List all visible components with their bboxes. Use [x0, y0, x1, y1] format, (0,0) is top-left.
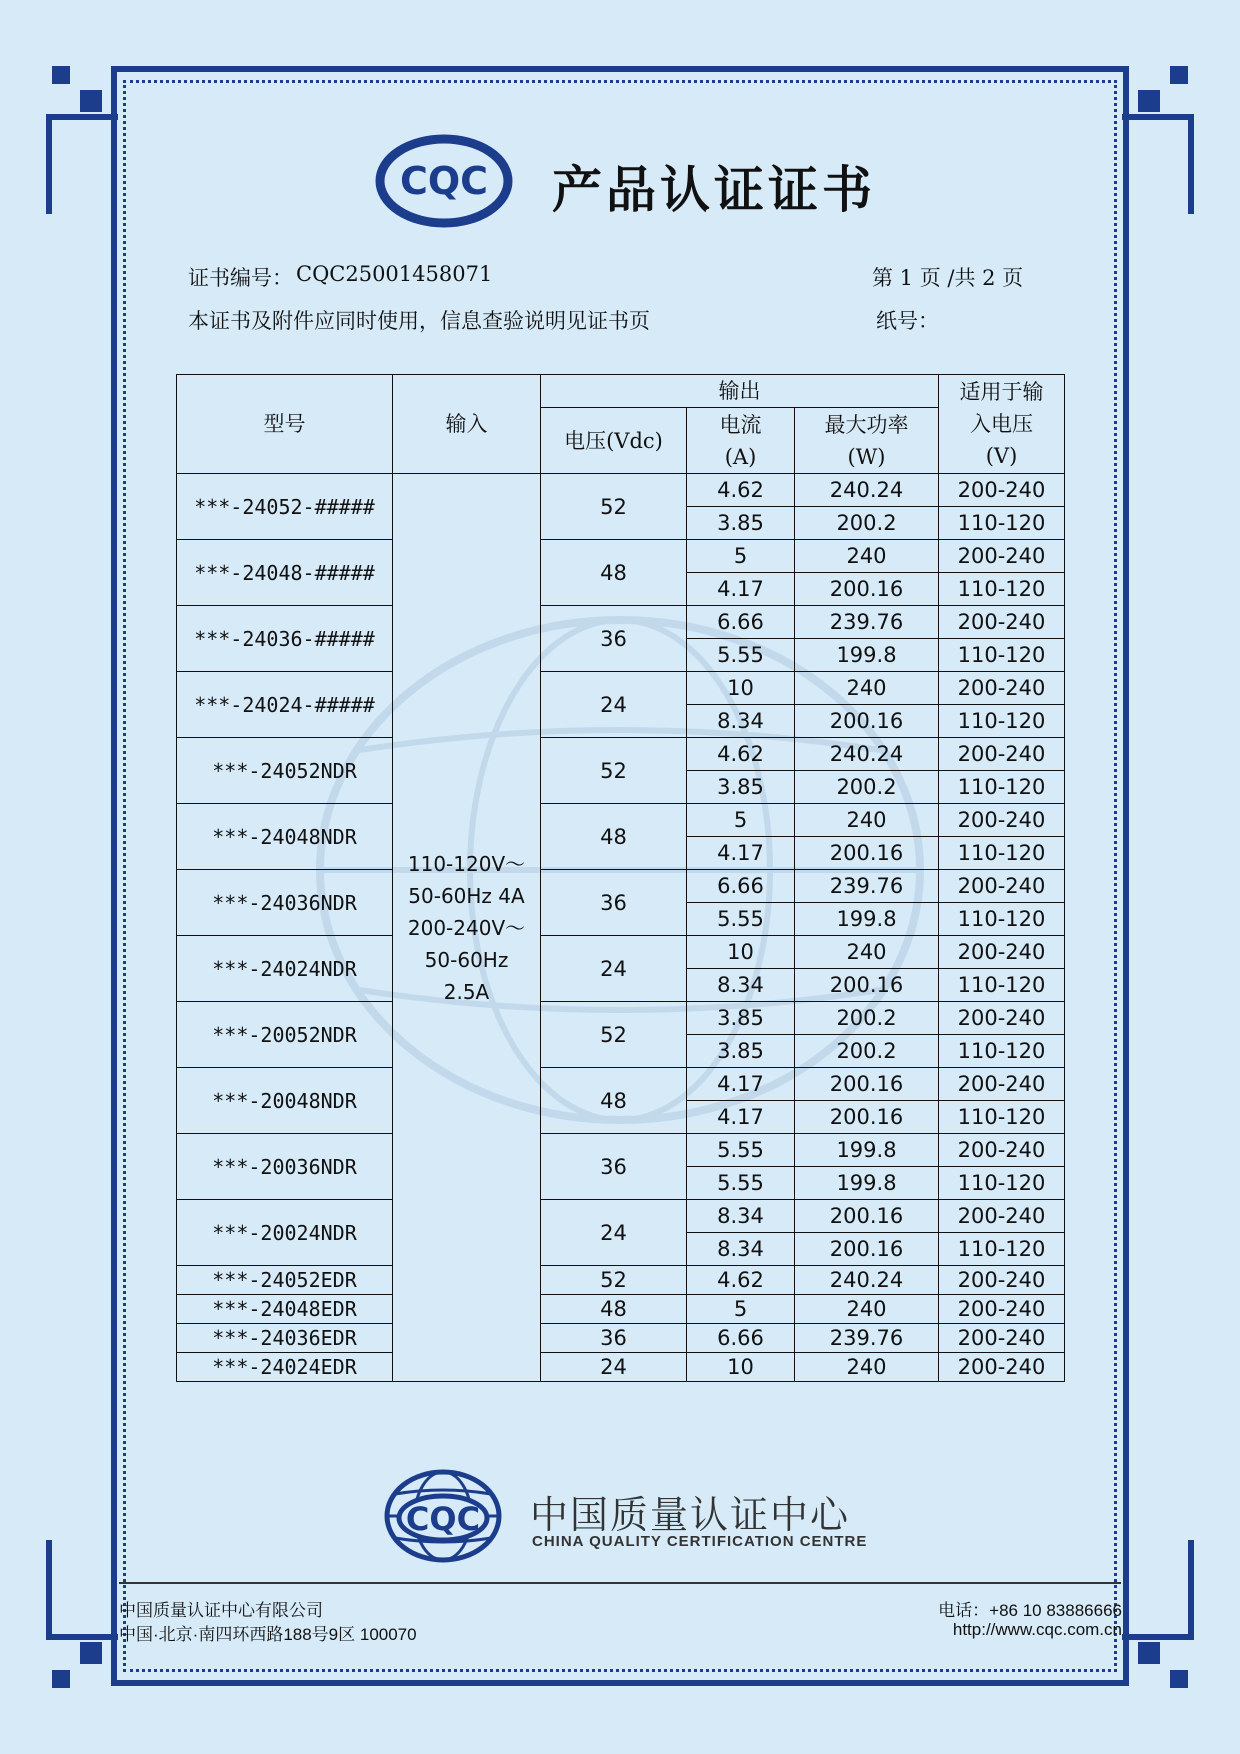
applicable-voltage-cell: 110-120 — [939, 837, 1065, 870]
table-row — [177, 804, 1065, 837]
header-current: 电流 (A) — [687, 408, 795, 474]
table-row — [177, 738, 1065, 771]
model-cell: ***-20048NDR — [177, 1068, 393, 1134]
applicable-voltage-cell: 110-120 — [939, 1101, 1065, 1134]
power-cell: 200.16 — [795, 573, 939, 606]
power-cell: 240 — [795, 804, 939, 837]
applicable-voltage-cell: 110-120 — [939, 1035, 1065, 1068]
voltage-cell: 36 — [541, 870, 687, 936]
current-cell: 5.55 — [687, 639, 795, 672]
power-cell: 200.2 — [795, 1002, 939, 1035]
table-row — [177, 1295, 1065, 1324]
applicable-voltage-cell: 200-240 — [939, 1002, 1065, 1035]
power-cell: 199.8 — [795, 1134, 939, 1167]
current-cell: 8.34 — [687, 1200, 795, 1233]
voltage-cell: 52 — [541, 738, 687, 804]
power-cell: 240.24 — [795, 1266, 939, 1295]
voltage-cell: 24 — [541, 1353, 687, 1382]
model-cell: ***-24052-##### — [177, 474, 393, 540]
current-cell: 6.66 — [687, 1324, 795, 1353]
table-row — [177, 606, 1065, 639]
header-output: 输出 — [541, 375, 939, 408]
applicable-voltage-cell: 110-120 — [939, 1233, 1065, 1266]
power-cell: 199.8 — [795, 639, 939, 672]
table-row — [177, 1324, 1065, 1353]
applicable-voltage-cell: 110-120 — [939, 705, 1065, 738]
table-row — [177, 1134, 1065, 1167]
product-spec-table — [176, 374, 1065, 1382]
table-row — [177, 870, 1065, 903]
power-cell: 240 — [795, 1353, 939, 1382]
voltage-cell: 24 — [541, 672, 687, 738]
power-cell: 239.76 — [795, 1324, 939, 1353]
table-row — [177, 936, 1065, 969]
applicable-voltage-cell: 110-120 — [939, 1167, 1065, 1200]
power-cell: 199.8 — [795, 1167, 939, 1200]
applicable-voltage-cell: 110-120 — [939, 639, 1065, 672]
applicable-voltage-cell: 110-120 — [939, 771, 1065, 804]
model-cell: ***-24036EDR — [177, 1324, 393, 1353]
input-spec-cell: 110-120V～ 50-60Hz 4A 200-240V～ 50-60Hz 2.5A — [393, 474, 541, 1382]
model-cell: ***-20024NDR — [177, 1200, 393, 1266]
cert-number: CQC25001458071 — [296, 262, 493, 286]
current-cell: 8.34 — [687, 705, 795, 738]
applicable-voltage-cell: 200-240 — [939, 1200, 1065, 1233]
power-cell: 240 — [795, 936, 939, 969]
model-cell: ***-24036NDR — [177, 870, 393, 936]
power-cell: 200.16 — [795, 837, 939, 870]
current-cell: 3.85 — [687, 1035, 795, 1068]
voltage-cell: 36 — [541, 1134, 687, 1200]
applicable-voltage-cell: 110-120 — [939, 573, 1065, 606]
applicable-voltage-cell: 110-120 — [939, 903, 1065, 936]
svg-text:CQC: CQC — [405, 1500, 481, 1538]
power-cell: 240 — [795, 1295, 939, 1324]
model-cell: ***-24048EDR — [177, 1295, 393, 1324]
power-cell: 200.16 — [795, 969, 939, 1002]
model-cell: ***-20052NDR — [177, 1002, 393, 1068]
power-cell: 240 — [795, 672, 939, 705]
current-cell: 8.34 — [687, 969, 795, 1002]
model-cell: ***-24048NDR — [177, 804, 393, 870]
model-cell: ***-20036NDR — [177, 1134, 393, 1200]
current-cell: 5.55 — [687, 903, 795, 936]
applicable-voltage-cell: 200-240 — [939, 738, 1065, 771]
current-cell: 6.66 — [687, 606, 795, 639]
model-cell: ***-24052NDR — [177, 738, 393, 804]
header-input: 输入 — [393, 375, 541, 474]
power-cell: 200.16 — [795, 1200, 939, 1233]
voltage-cell: 52 — [541, 1266, 687, 1295]
company-website[interactable]: http://www.cqc.com.cn — [952, 1620, 1122, 1639]
power-cell: 240.24 — [795, 738, 939, 771]
voltage-cell: 48 — [541, 1295, 687, 1324]
table-row — [177, 540, 1065, 573]
applicable-voltage-cell: 200-240 — [939, 1068, 1065, 1101]
table-row — [177, 1200, 1065, 1233]
current-cell: 4.17 — [687, 837, 795, 870]
power-cell: 200.16 — [795, 705, 939, 738]
voltage-cell: 24 — [541, 1200, 687, 1266]
applicable-voltage-cell: 200-240 — [939, 606, 1065, 639]
applicable-voltage-cell: 200-240 — [939, 1134, 1065, 1167]
table-row — [177, 672, 1065, 705]
current-cell: 5.55 — [687, 1134, 795, 1167]
table-row — [177, 474, 1065, 507]
model-cell: ***-24048-##### — [177, 540, 393, 606]
applicable-voltage-cell: 200-240 — [939, 474, 1065, 507]
applicable-voltage-cell: 200-240 — [939, 936, 1065, 969]
current-cell: 8.34 — [687, 1233, 795, 1266]
applicable-voltage-cell: 200-240 — [939, 1295, 1065, 1324]
current-cell: 4.62 — [687, 738, 795, 771]
power-cell: 240 — [795, 540, 939, 573]
current-cell: 4.17 — [687, 573, 795, 606]
current-cell: 3.85 — [687, 771, 795, 804]
current-cell: 3.85 — [687, 1002, 795, 1035]
power-cell: 200.16 — [795, 1068, 939, 1101]
power-cell: 239.76 — [795, 606, 939, 639]
svg-text:CQC: CQC — [399, 159, 489, 203]
current-cell: 10 — [687, 1353, 795, 1382]
current-cell: 3.85 — [687, 507, 795, 540]
header-model: 型号 — [177, 375, 393, 474]
org-name-cn: 中国质量认证中心 — [530, 1493, 851, 1537]
model-cell: ***-24024-##### — [177, 672, 393, 738]
table-row — [177, 1266, 1065, 1295]
company-address: 中国·北京·南四环西路188号9区 100070 — [119, 1625, 417, 1644]
applicable-voltage-cell: 200-240 — [939, 1353, 1065, 1382]
table-row — [177, 1068, 1065, 1101]
page-info: 第 1 页 /共 2 页 — [872, 266, 1024, 290]
cqc-globe-logo-icon — [383, 1468, 503, 1564]
applicable-voltage-cell: 200-240 — [939, 1266, 1065, 1295]
power-cell: 200.2 — [795, 507, 939, 540]
model-cell: ***-24052EDR — [177, 1266, 393, 1295]
current-cell: 5 — [687, 540, 795, 573]
power-cell: 199.8 — [795, 903, 939, 936]
power-cell: 240.24 — [795, 474, 939, 507]
paper-number-label: 纸号： — [876, 309, 939, 333]
applicable-voltage-cell: 200-240 — [939, 540, 1065, 573]
header-applicable-voltage: 适用于输 入电压 (V) — [939, 375, 1065, 474]
model-cell: ***-24024EDR — [177, 1353, 393, 1382]
applicable-voltage-cell: 200-240 — [939, 1324, 1065, 1353]
current-cell: 4.17 — [687, 1068, 795, 1101]
power-cell: 200.2 — [795, 1035, 939, 1068]
applicable-voltage-cell: 200-240 — [939, 870, 1065, 903]
model-cell: ***-24036-##### — [177, 606, 393, 672]
voltage-cell: 52 — [541, 1002, 687, 1068]
header-power: 最大功率 (W) — [795, 408, 939, 474]
voltage-cell: 36 — [541, 606, 687, 672]
applicable-voltage-cell: 200-240 — [939, 804, 1065, 837]
cert-number-label: 证书编号： — [188, 266, 293, 290]
page-title: 产品认证证书 — [552, 161, 876, 219]
applicable-voltage-cell: 110-120 — [939, 969, 1065, 1002]
power-cell: 200.16 — [795, 1101, 939, 1134]
company-phone: 电话：+86 10 83886666 — [938, 1601, 1122, 1620]
power-cell: 200.2 — [795, 771, 939, 804]
current-cell: 4.62 — [687, 1266, 795, 1295]
cqc-logo-icon — [375, 134, 513, 228]
voltage-cell: 36 — [541, 1324, 687, 1353]
current-cell: 10 — [687, 936, 795, 969]
org-name-en: CHINA QUALITY CERTIFICATION CENTRE — [532, 1533, 868, 1550]
power-cell: 239.76 — [795, 870, 939, 903]
footer-divider — [119, 1582, 1121, 1584]
current-cell: 5 — [687, 804, 795, 837]
power-cell: 200.16 — [795, 1233, 939, 1266]
voltage-cell: 48 — [541, 540, 687, 606]
current-cell: 10 — [687, 672, 795, 705]
table-row — [177, 1353, 1065, 1382]
voltage-cell: 52 — [541, 474, 687, 540]
company-name: 中国质量认证中心有限公司 — [119, 1601, 323, 1620]
applicable-voltage-cell: 110-120 — [939, 507, 1065, 540]
model-cell: ***-24024NDR — [177, 936, 393, 1002]
current-cell: 6.66 — [687, 870, 795, 903]
voltage-cell: 24 — [541, 936, 687, 1002]
current-cell: 5 — [687, 1295, 795, 1324]
usage-note: 本证书及附件应同时使用，信息查验说明见证书页 — [188, 309, 650, 333]
current-cell: 5.55 — [687, 1167, 795, 1200]
current-cell: 4.17 — [687, 1101, 795, 1134]
header-voltage: 电压(Vdc) — [541, 408, 687, 474]
applicable-voltage-cell: 200-240 — [939, 672, 1065, 705]
voltage-cell: 48 — [541, 804, 687, 870]
current-cell: 4.62 — [687, 474, 795, 507]
table-row — [177, 1002, 1065, 1035]
voltage-cell: 48 — [541, 1068, 687, 1134]
